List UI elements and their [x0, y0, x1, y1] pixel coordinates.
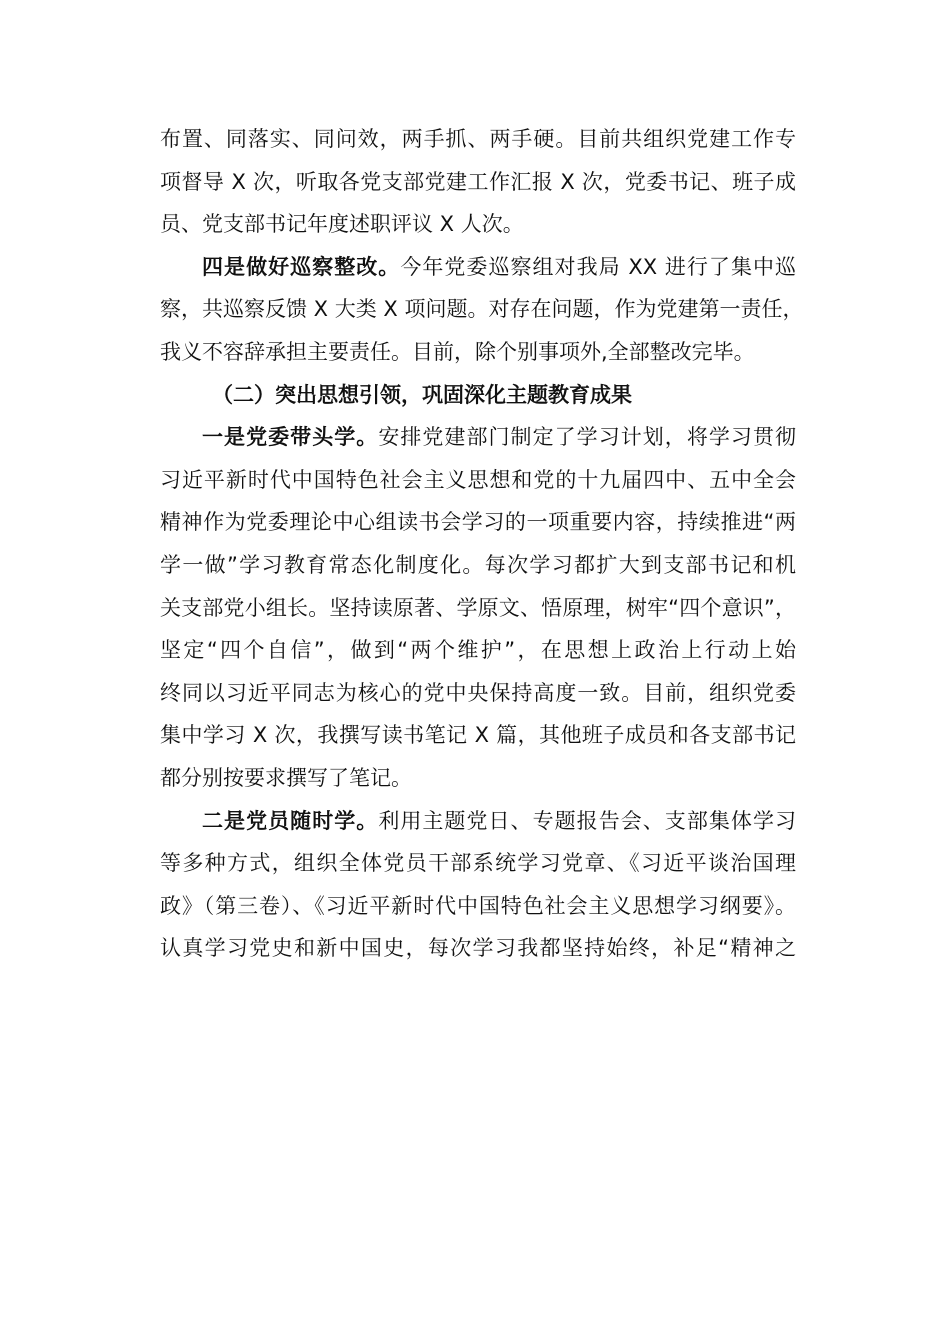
paragraph-lead: 二是党员随时学。 [202, 808, 379, 833]
text-run: 利用主题党日、专题报告会、支部集体学习 [378, 808, 797, 833]
text-line [160, 246, 796, 289]
text-line [160, 800, 796, 843]
paragraph-inspection-rectification [160, 246, 804, 374]
text-line [160, 416, 796, 459]
paragraph-lead: 四是做好巡察整改。 [202, 254, 401, 279]
paragraph-supervision [160, 118, 796, 246]
text-line: 项督导 X 次，听取各党支部党建工作汇报 X 次，党委书记、班子成 [160, 169, 796, 194]
text-line: 学一做”学习教育常态化制度化。每次学习都扩大到支部书记和机 [160, 552, 796, 577]
section-heading [160, 374, 796, 417]
text-line: 关支部党小组长。坚持读原著、学原文、悟原理，树牢“四个意识”， [160, 595, 796, 620]
text-line: 精神作为党委理论中心组读书会学习的一项重要内容，持续推进“两 [160, 510, 796, 535]
text-line: 政》（第三卷）、《习近平新时代中国特色社会主义思想学习纲要》。 [160, 893, 796, 918]
text-line: 认真学习党史和新中国史，每次学习我都坚持始终，补足“精神之 [160, 936, 796, 961]
text-line: 员、党支部书记年度述职评议 X 人次。 [160, 212, 524, 237]
text-line: 我义不容辞承担主要责任。目前，除个别事项外,全部整改完毕。 [160, 339, 755, 364]
text-run: 安排党建部门制定了学习计划，将学习贯彻 [378, 425, 797, 450]
text-line: 都分别按要求撰写了笔记。 [160, 765, 412, 790]
text-line: 终同以习近平同志为核心的党中央保持高度一致。目前，组织党委 [160, 680, 796, 705]
text-run: 今年党委巡察组对我局 XX 进行了集中巡 [400, 254, 797, 279]
text-line: 等多种方式，组织全体党员干部系统学习党章、《习近平谈治国理 [160, 851, 796, 876]
text-line: 习近平新时代中国特色社会主义思想和党的十九届四中、五中全会 [160, 467, 796, 492]
heading-text: （二）突出思想引领，巩固深化主题教育成果 [212, 382, 632, 407]
paragraph-member-study [160, 800, 796, 970]
text-line: 布置、同落实、同问效，两手抓、两手硬。目前共组织党建工作专 [160, 127, 796, 151]
document-page [160, 118, 804, 970]
text-line: 察，共巡察反馈 X 大类 X 项问题。对存在问题，作为党建第一责任， [160, 297, 804, 322]
paragraph-committee-study [160, 416, 796, 799]
text-line: 坚定“四个自信”，做到“两个维护”，在思想上政治上行动上始 [160, 638, 796, 663]
text-line: 集中学习 X 次，我撰写读书笔记 X 篇，其他班子成员和各支部书记 [160, 723, 796, 748]
paragraph-lead: 一是党委带头学。 [202, 425, 379, 450]
